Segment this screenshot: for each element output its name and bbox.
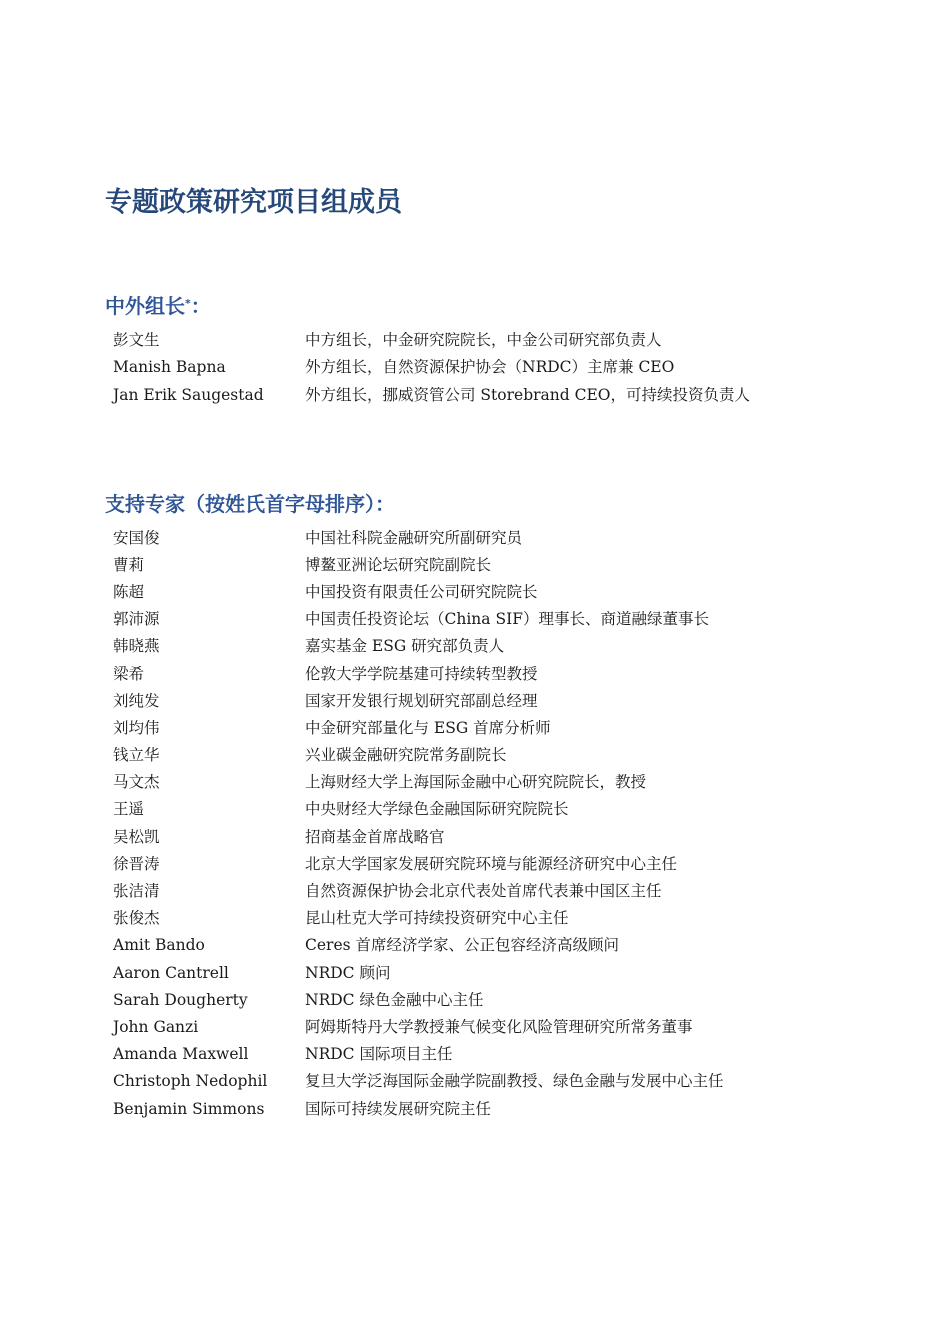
member-row (113, 326, 873, 354)
member-row (113, 1068, 873, 1095)
member-role: 中国投资有限责任公司研究院院长 (305, 582, 538, 601)
member-row (113, 714, 873, 741)
member-role: 自然资源保护协会北京代表处首席代表兼中国区主任 (305, 882, 662, 901)
member-name: Manish Bapna (113, 358, 226, 377)
member-role: 北京大学国家发展研究院环境与能源经济研究中心主任 (305, 854, 678, 873)
member-name: 郭沛源 (113, 610, 160, 629)
member-role: 阿姆斯特丹大学教授兼气候变化风险管理研究所常务董事 (305, 1017, 693, 1036)
member-name: Christoph Nedophil (113, 1072, 268, 1091)
member-row (113, 905, 873, 932)
member-row (113, 606, 873, 633)
member-row (113, 850, 873, 877)
member-name: 马文杰 (113, 773, 160, 792)
page-title: 专题政策研究项目组成员 (105, 187, 402, 219)
member-name: 徐晋涛 (113, 854, 160, 873)
member-row (113, 381, 873, 409)
member-role: 招商基金首席战略官 (305, 827, 445, 846)
member-role: 博鳌亚洲论坛研究院副院长 (305, 555, 492, 574)
member-role: NRDC 绿色金融中心主任 (305, 990, 484, 1009)
experts-heading: 支持专家（按姓氏首字母排序）： (105, 491, 395, 516)
member-role: 伦敦大学学院基建可持续转型教授 (305, 664, 538, 683)
member-row (113, 354, 873, 382)
member-role: 国际可持续发展研究院主任 (305, 1099, 492, 1118)
leaders-list (113, 326, 873, 409)
member-row (113, 742, 873, 769)
member-name: 张俊杰 (113, 909, 160, 928)
member-role: 中央财经大学绿色金融国际研究院院长 (305, 800, 569, 819)
member-role: 中金研究部量化与 ESG 首席分析师 (305, 718, 551, 737)
member-row (113, 1041, 873, 1068)
member-row (113, 578, 873, 605)
member-name: 陈超 (113, 582, 145, 601)
member-name: 张洁清 (113, 882, 160, 901)
member-row (113, 877, 873, 904)
experts-list (113, 524, 873, 1122)
member-role: 中国责任投资论坛（China SIF）理事长、商道融绿董事长 (305, 610, 709, 629)
member-row (113, 1013, 873, 1040)
member-name: Jan Erik Saugestad (113, 385, 264, 404)
member-role: Ceres 首席经济学家、公正包容经济高级顾问 (305, 936, 619, 955)
member-name: Aaron Cantrell (113, 963, 229, 982)
member-name: Amit Bando (113, 936, 205, 955)
member-row (113, 551, 873, 578)
member-name: 曹莉 (113, 555, 145, 574)
member-name: 王遥 (113, 800, 145, 819)
leaders-heading-text: 中外组长 (105, 293, 185, 318)
member-role: 上海财经大学上海国际金融中心研究院院长，教授 (305, 773, 647, 792)
member-role: 外方组长，挪威资管公司 Storebrand CEO，可持续投资负责人 (305, 385, 750, 404)
member-row (113, 823, 873, 850)
member-row (113, 769, 873, 796)
leaders-heading-suffix: ： (190, 293, 211, 318)
member-name: 刘均伟 (113, 718, 160, 737)
leaders-heading (105, 292, 211, 320)
member-name: 安国俊 (113, 528, 160, 547)
member-row (113, 986, 873, 1013)
member-role: 昆山杜克大学可持续投资研究中心主任 (305, 909, 569, 928)
member-role: 嘉实基金 ESG 研究部负责人 (305, 637, 505, 656)
member-name: 刘纯发 (113, 691, 160, 710)
member-name: 吴松凯 (113, 827, 160, 846)
member-role: 兴业碳金融研究院常务副院长 (305, 746, 507, 765)
member-role: NRDC 国际项目主任 (305, 1045, 453, 1064)
member-role: 中方组长，中金研究院院长，中金公司研究部负责人 (305, 330, 662, 349)
member-row (113, 687, 873, 714)
member-row (113, 932, 873, 959)
member-row (113, 660, 873, 687)
member-name: Benjamin Simmons (113, 1099, 265, 1118)
member-name: 钱立华 (113, 746, 160, 765)
member-name: Amanda Maxwell (113, 1045, 249, 1064)
member-name: 彭文生 (113, 330, 160, 349)
member-name: 韩晓燕 (113, 637, 160, 656)
member-row (113, 796, 873, 823)
member-role: NRDC 顾问 (305, 963, 391, 982)
member-role: 复旦大学泛海国际金融学院副教授、绿色金融与发展中心主任 (305, 1072, 724, 1091)
member-role: 国家开发银行规划研究部副总经理 (305, 691, 538, 710)
member-role: 中国社科院金融研究所副研究员 (305, 528, 523, 547)
member-row (113, 1095, 873, 1122)
member-row (113, 524, 873, 551)
footnote-mark: * (185, 296, 191, 310)
member-name: Sarah Dougherty (113, 990, 248, 1009)
member-name: John Ganzi (113, 1017, 199, 1036)
member-row (113, 959, 873, 986)
member-row (113, 633, 873, 660)
member-name: 梁希 (113, 664, 145, 683)
member-role: 外方组长，自然资源保护协会（NRDC）主席兼 CEO (305, 358, 675, 377)
